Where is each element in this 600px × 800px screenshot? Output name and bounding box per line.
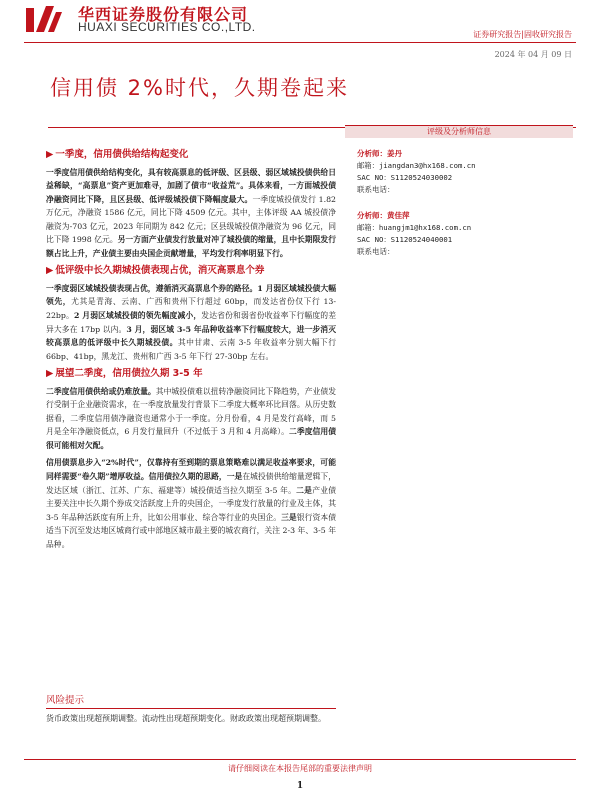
arrow-right-icon: ▶ <box>46 265 54 277</box>
risk-title: 风险提示 <box>46 695 85 706</box>
body-text: 其中城投债难以扭转净融资同比下降趋势，产业债发行受制于企业融资需求，在一季度放量发行背景下二季度大概率环比回落。从历史数据看，二季度信用债净融资也通常小于一季度。分月份看，4 月是发行高峰，而 5 月是全年净融资低点，6 月发行量回升（不过低于 3 月和 4 月高峰）。 <box>46 386 337 437</box>
analyst-sac: SAC NO：S1120524040001 <box>357 235 453 244</box>
body-text: 银行资本债适当下沉至发达地区城商行或中部地区城市最主要的城农商行，关注 2-3 年、3-5 年品种。 <box>46 512 337 549</box>
legal-disclaimer: 请仔细阅读在本报告尾部的重要法律声明 <box>228 764 372 773</box>
bold-text: 二季度信用债供给或仍难放量。 <box>46 386 156 396</box>
analyst-card <box>345 210 573 258</box>
main-content <box>46 146 336 555</box>
analyst-email[interactable]: 邮箱：jiangdan3@hx168.com.cn <box>357 161 476 170</box>
sidebar-title: 评级及分析师信息 <box>345 125 573 138</box>
report-date: 2024 年 04 月 09 日 <box>494 50 572 59</box>
body-text: 其中甘肃、云南 3-5 年收益率分别大幅下行 66bp、41bp，黑龙江、贵州和广西 3-5 年下行 27-30bp 左右。 <box>46 338 337 361</box>
section-heading-text: 低评级中长久期城投债表现占优，消灭高票息个券 <box>55 265 265 277</box>
bold-text: 一季度信用债供给结构变化，具有较高票息的低评级、区县级、弱区域城投债供给日益稀缺，“高票息”资产更加难寻，加剧了债市“收益荒”。具体来看，一方面城投债净融资同比下降，且区县级、低评级城投债下降幅度最大。 <box>46 167 336 204</box>
paragraph <box>46 282 336 363</box>
section-heading <box>46 367 336 381</box>
arrow-right-icon: ▶ <box>46 149 54 160</box>
header-divider <box>24 42 576 43</box>
arrow-right-icon: ▶ <box>46 368 54 380</box>
risk-divider <box>46 708 336 709</box>
bold-text: 二季度信用债很可能相对欠配。 <box>46 427 336 450</box>
risk-section <box>46 694 566 725</box>
section-heading-text: 展望二季度，信用债拉久期 3-5 年 <box>55 368 203 380</box>
report-type: 证券研究报告|固收研究报告 <box>473 30 572 39</box>
analyst-email[interactable]: 邮箱：huangjm1@hx168.com.cn <box>357 223 472 232</box>
analyst-sidebar <box>345 125 573 258</box>
bold-text: 二是 <box>296 485 313 495</box>
analyst-phone: 联系电话： <box>357 247 395 256</box>
bold-text: 3 月，弱区域 3-5 年品种收益率下行幅度较大，进一步消灭较高票息的低评级中长久期城投债。 <box>46 324 336 348</box>
section-heading-text: 一季度，信用债供给结构起变化 <box>55 149 189 160</box>
paragraph <box>46 166 336 261</box>
page-number: 1 <box>296 781 304 791</box>
company-name-cn: 华西证券股份有限公司 <box>78 5 249 24</box>
body-text: 尤其是青海、云南、广西和贵州下行超过 60bp，而发达省份仅下行 13-22bp。 <box>46 297 336 321</box>
paragraph <box>46 385 336 453</box>
analyst-name: 分析师：黄佳萍 <box>357 211 410 220</box>
bold-text: 另一方面产业债发行放量对冲了城投债的缩量，且中长期限发行额占比上升，产业债主要由央国企贡献增量，平均发行利率明显下行。 <box>46 235 336 258</box>
bold-text: 三是 <box>281 512 297 522</box>
body-text: 发达省份和弱省份收益率下行幅度的差异大多在 17bp 以内。 <box>46 311 337 334</box>
section-heading <box>46 264 336 278</box>
company-name-en: HUAXI SECURITIES CO.,LTD. <box>78 20 256 34</box>
huaxi-logo-icon <box>24 4 64 34</box>
analyst-card <box>345 148 573 196</box>
footer-divider <box>24 759 576 760</box>
analyst-name: 分析师：姜丹 <box>357 149 402 158</box>
bold-text: 2 月弱区域城投债的领先幅度减小， <box>73 311 202 321</box>
body-text: 在城投债供给缩量逻辑下，发达区域（浙江、江苏、广东、福建等）城投债适当拉久期至 3-5 年。 <box>46 472 337 495</box>
section-heading <box>46 148 336 162</box>
analyst-sac: SAC NO：S1120524030002 <box>357 173 453 182</box>
body-text: 一季度城投债发行 1.82 万亿元，净融资 1586 亿元，同比下降 4509 亿元。其中，主体评级 AA 城投债净融资为-703 亿元，2023 年同期为 842 亿元；区县级城投债净融资为 96 亿元，同比下降 1998 亿元。 <box>46 194 336 245</box>
body-text: 产业债主要关注中长久期个券成交活跃度上升的央国企，一季度发行放量的行业及主体，其 3-5 年品种活跃度有所上升，比如公用事业、综合等行业的央国企。 <box>46 485 337 522</box>
paragraph <box>46 456 336 551</box>
risk-body: 货币政策出现超预期调整。流动性出现超预期变化。财政政策出现超预期调整。 <box>46 714 326 723</box>
bold-text: 信用债票息步入“2%时代”，仅靠持有至到期的票息策略难以满足收益率要求，可能同样需要“卷久期”增厚收益。信用债拉久期的思路，一是 <box>46 458 336 482</box>
report-title: 信用债 2%时代，久期卷起来 <box>50 76 349 100</box>
bold-text: 一季度弱区域城投债表现占优，遵循消灭高票息个券的路径。1 月弱区域城投债大幅领先， <box>46 283 336 307</box>
analyst-phone: 联系电话： <box>357 185 395 194</box>
